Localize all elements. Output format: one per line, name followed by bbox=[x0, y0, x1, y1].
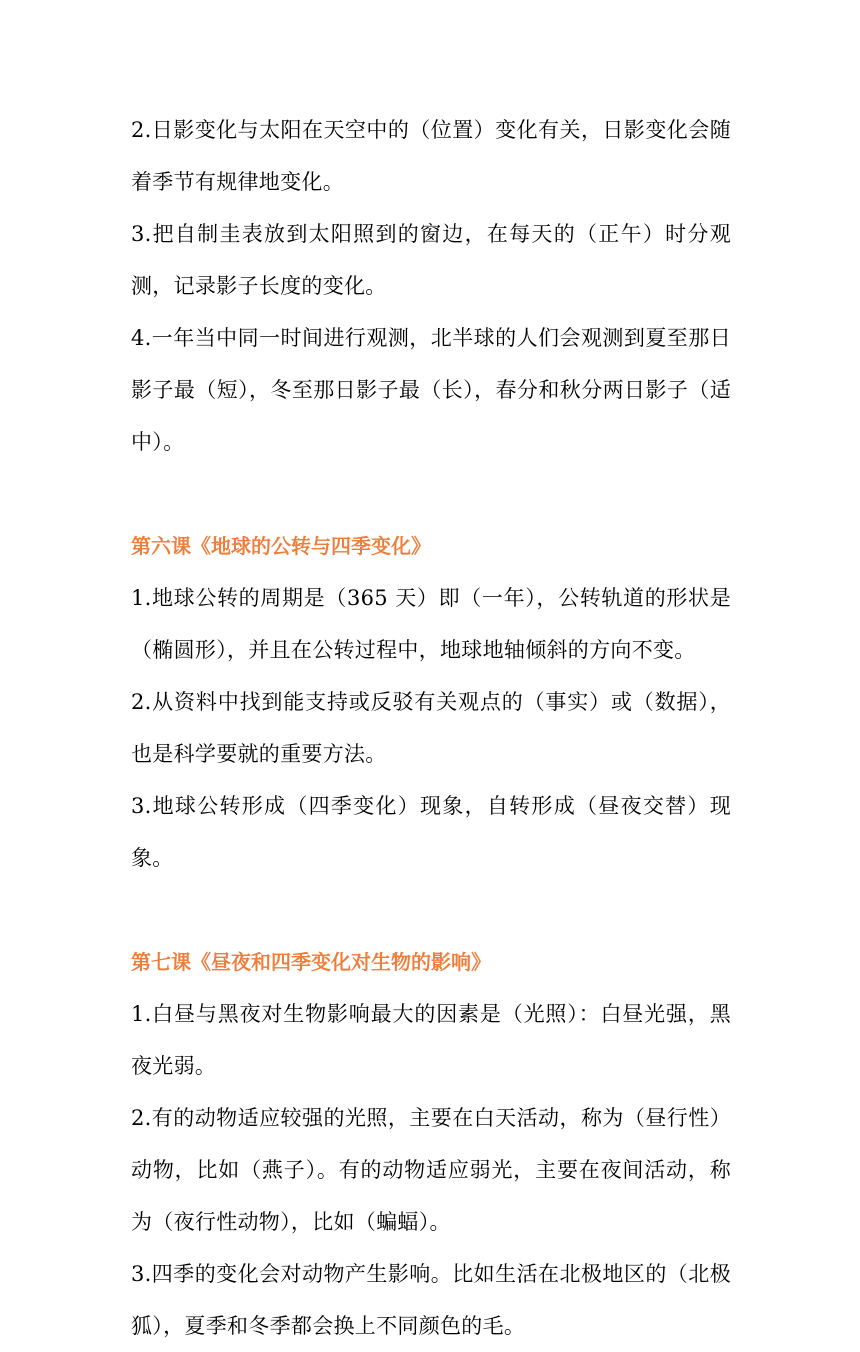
section-6-title: 第六课《地球的公转与四季变化》 bbox=[131, 534, 431, 558]
section-7-title: 第七课《昼夜和四季变化对生物的影响》 bbox=[131, 950, 491, 974]
paragraph-7-3: 3.四季的变化会对动物产生影响。比如生活在北极地区的（北极狐），夏季和冬季都会换上不同颜色的毛。 bbox=[131, 1262, 731, 1338]
paragraph-7-2: 2.有的动物适应较强的光照，主要在白天活动，称为（昼行性）动物，比如（燕子）。有的动物适应弱光，主要在夜间活动，称为（夜行性动物），比如（蝙蝠）。 bbox=[131, 1106, 731, 1234]
paragraph-5-3: 3.把自制圭表放到太阳照到的窗边，在每天的（正午）时分观测，记录影子长度的变化。 bbox=[131, 222, 731, 298]
document-page bbox=[131, 104, 731, 1352]
section-gap bbox=[131, 468, 731, 520]
section-gap bbox=[131, 884, 731, 936]
paragraph-6-1: 1.地球公转的周期是（365 天）即（一年），公转轨道的形状是（椭圆形），并且在公转过程中，地球地轴倾斜的方向不变。 bbox=[131, 586, 731, 662]
paragraph-6-2: 2.从资料中找到能支持或反驳有关观点的（事实）或（数据），也是科学要就的重要方法。 bbox=[131, 690, 731, 766]
paragraph-5-2: 2.日影变化与太阳在天空中的（位置）变化有关，日影变化会随着季节有规律地变化。 bbox=[131, 118, 731, 194]
paragraph-5-4: 4.一年当中同一时间进行观测，北半球的人们会观测到夏至那日影子最（短），冬至那日影子最（长），春分和秋分两日影子（适中）。 bbox=[131, 326, 731, 454]
paragraph-7-1: 1.白昼与黑夜对生物影响最大的因素是（光照）：白昼光强，黑夜光弱。 bbox=[131, 1002, 731, 1078]
paragraph-6-3: 3.地球公转形成（四季变化）现象，自转形成（昼夜交替）现象。 bbox=[131, 794, 731, 870]
